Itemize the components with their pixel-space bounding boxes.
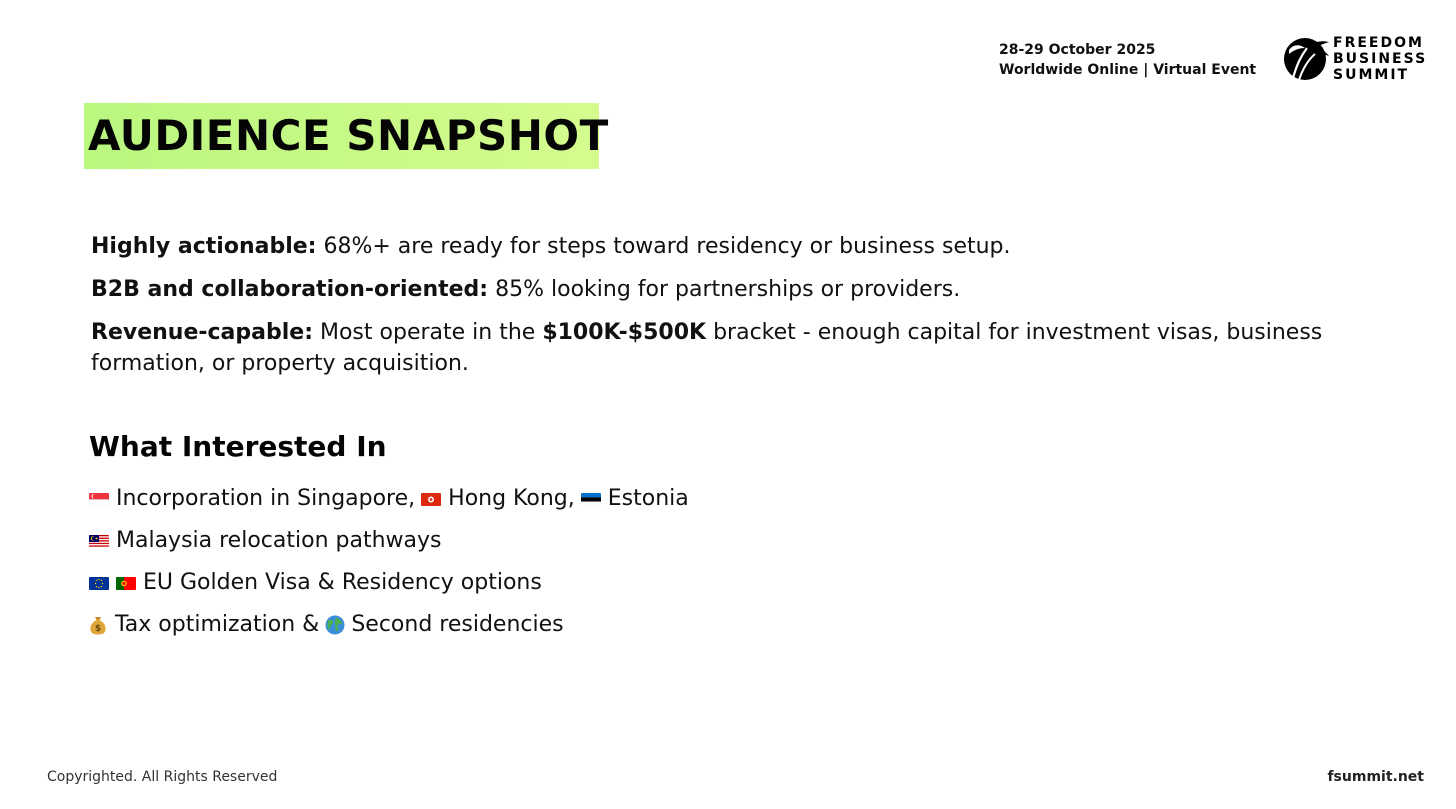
malaysia-flag-icon bbox=[89, 535, 109, 548]
highlight-text: 85% looking for partnerships or providers. bbox=[488, 277, 961, 302]
brand-line-3: SUMMIT bbox=[1333, 67, 1410, 83]
interest-text: Second residencies bbox=[351, 612, 564, 637]
palm-logo-icon bbox=[1283, 34, 1331, 84]
site-link[interactable]: fsummit.net bbox=[1327, 769, 1424, 785]
brand-line-1: FREEDOM bbox=[1333, 35, 1424, 51]
list-item bbox=[89, 562, 689, 604]
interests-heading: What Interested In bbox=[89, 430, 387, 463]
portugal-flag-icon bbox=[116, 577, 136, 590]
highlight-text: Most operate in the bbox=[313, 320, 543, 345]
svg-text:$: $ bbox=[94, 624, 102, 634]
event-info bbox=[999, 40, 1256, 80]
list-item bbox=[89, 520, 689, 562]
event-date: 28-29 October 2025 bbox=[999, 42, 1156, 58]
highlight-lead: Revenue-capable: bbox=[91, 320, 313, 345]
brand-wordmark bbox=[1333, 35, 1427, 83]
interest-text: Estonia bbox=[607, 486, 689, 511]
eu-flag-icon bbox=[89, 577, 109, 590]
list-item bbox=[89, 478, 689, 520]
interest-text: Malaysia relocation pathways bbox=[116, 528, 442, 553]
interest-text: Tax optimization & bbox=[115, 612, 320, 637]
interest-text: Hong Kong, bbox=[448, 486, 575, 511]
copyright: Copyrighted. All Rights Reserved bbox=[47, 769, 278, 785]
highlight-b2b bbox=[91, 274, 1341, 305]
interest-text: EU Golden Visa & Residency options bbox=[143, 570, 542, 595]
hong-kong-flag-icon bbox=[421, 493, 441, 506]
brand-line-2: BUSINESS bbox=[1333, 51, 1428, 67]
highlight-text: 68%+ are ready for steps toward residency or business setup. bbox=[316, 234, 1011, 259]
highlight-lead: Highly actionable: bbox=[91, 234, 317, 259]
globe-icon bbox=[325, 615, 345, 635]
highlight-text: bracket - enough capital for investment visas, business formation, or property acquisition. bbox=[91, 320, 1323, 376]
event-location: Worldwide Online | Virtual Event bbox=[999, 62, 1257, 78]
revenue-bracket: $100K-$500K bbox=[542, 320, 707, 345]
estonia-flag-icon bbox=[581, 493, 601, 506]
brand bbox=[1283, 34, 1427, 84]
interest-text: Incorporation in Singapore, bbox=[116, 486, 416, 511]
highlights bbox=[91, 231, 1341, 391]
highlight-lead: B2B and collaboration-oriented: bbox=[91, 277, 489, 302]
list-item bbox=[89, 604, 689, 646]
singapore-flag-icon bbox=[89, 493, 109, 506]
money-bag-icon bbox=[89, 615, 107, 635]
highlight-revenue bbox=[91, 317, 1341, 379]
interests-list bbox=[89, 478, 689, 646]
highlight-actionable bbox=[91, 231, 1341, 262]
page-title: AUDIENCE SNAPSHOT bbox=[88, 111, 609, 160]
